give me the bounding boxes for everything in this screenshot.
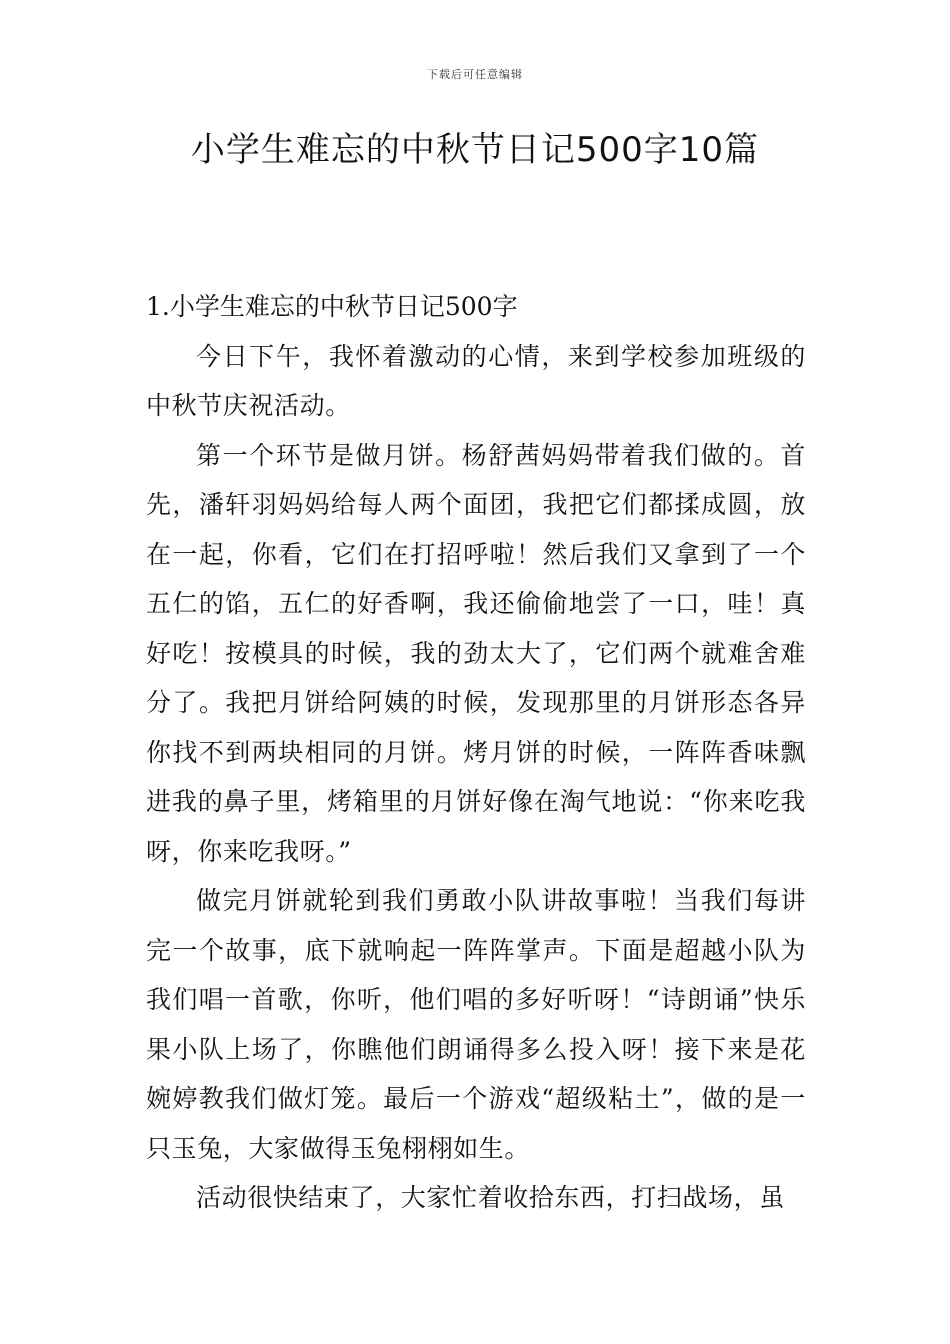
section-heading: 1.小学生难忘的中秋节日记500字 (146, 292, 518, 321)
paragraph-1: 今日下午，我怀着激动的心情，来到学校参加班级的中秋节庆祝活动。 (146, 341, 806, 420)
header-note: 下载后可任意编辑 (427, 68, 523, 81)
paragraph-4: 活动很快结束了，大家忙着收拾东西，打扫战场，虽 (196, 1183, 785, 1212)
document-body (146, 282, 806, 1223)
paragraph-3: 做完月饼就轮到我们勇敢小队讲故事啦！当我们每讲完一个故事，底下就响起一阵阵掌声。下面是超越小队为我们唱一首歌，你听，他们唱的多好听呀！“诗朗诵”快乐果小队上场了，你瞧他们朗诵得多么投入呀！接下来是花婉婷教我们做灯笼。最后一个游戏“超级粘土”，做的是一只玉兔，大家做得玉兔栩栩如生。 (146, 886, 806, 1163)
document-title: 小学生难忘的中秋节日记500字10篇 (190, 130, 760, 170)
paragraph-2: 第一个环节是做月饼。杨舒茜妈妈带着我们做的。首先，潘轩羽妈妈给每人两个面团，我把它们都揉成圆，放在一起，你看，它们在打招呼啦！然后我们又拿到了一个五仁的馅，五仁的好香啊，我还偷偷地尝了一口，哇！真好吃！按模具的时候，我的劲太大了，它们两个就难舍难分了。我把月饼给阿姨的时候，发现那里的月饼形态各异你找不到两块相同的月饼。烤月饼的时候，一阵阵香味飘进我的鼻子里，烤箱里的月饼好像在淘气地说：“你来吃我呀，你来吃我呀。” (146, 440, 806, 866)
